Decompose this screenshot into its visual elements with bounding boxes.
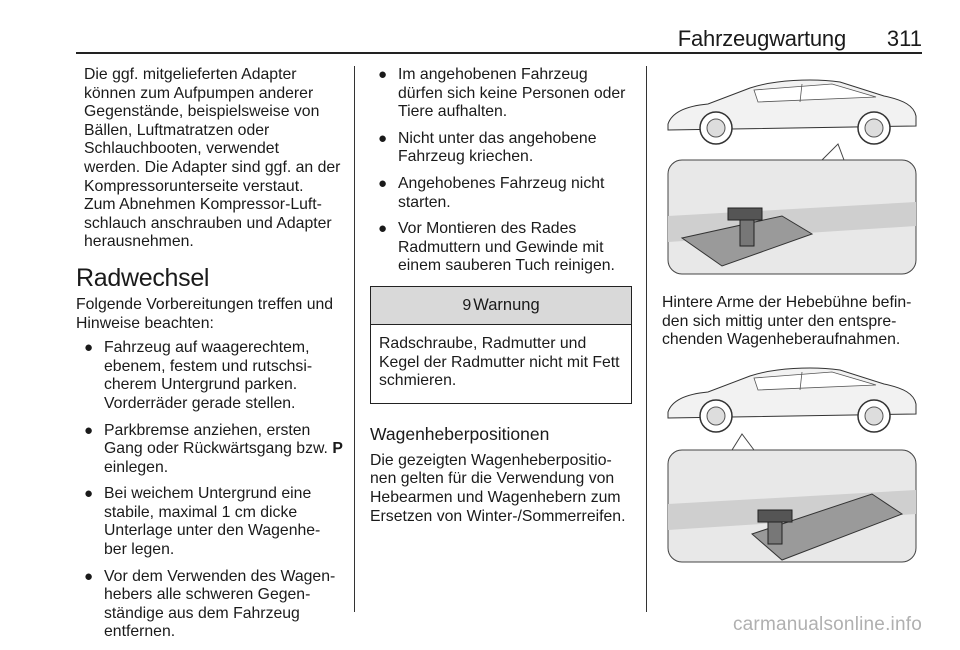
list-item: ● Im angehobenen Fahrzeug dürfen sich keine Personen oder Tiere aufhalten. [378,66,626,121]
list-item: ● Vor dem Verwenden des Wagen- hebers alle schweren Gegen- ständige aus dem Fahrzeug entfernen. [84,567,336,641]
list-item: ● Bei weichem Untergrund eine stabile, maximal 1 cm dicke Unterlage unter den Wagenhe- ber legen. [84,485,321,559]
warning-title: Warnung [473,295,540,314]
page-number: 311 [886,26,922,51]
intro-line: Bällen, Luftmatratzen oder [84,121,270,139]
intro-line: Gegenstände, beispielsweise von [84,103,320,121]
column-divider-1 [354,66,355,612]
bullet-icon: ● [84,567,94,585]
column-divider-2 [646,66,647,612]
warning-text: Radschraube, Radmutter und Kegel der Radmutter nicht mit Fett schmieren. [379,334,620,390]
gear-label: P [332,440,343,458]
list-item: ● Parkbremse anziehen, ersten Gang oder Rückwärtsgang bzw. P einlegen. [84,421,343,476]
car-lift-illustration [662,364,924,564]
section-title: Fahrzeugwartung [677,26,846,51]
warning-box [370,286,632,404]
car-lift-illustration [662,66,924,280]
figure-car-lift-rear [662,66,924,280]
header-rule [76,52,922,54]
subsection-text: Die gezeigten Wagenheberpositio- nen gelten für die Verwendung von Hebearmen und Wagenhebern zum Ersetzen von Winter-/Sommerreifen. [370,451,626,525]
bullet-icon: ● [84,339,94,357]
intro-line: Kompressorunterseite verstaut. [84,177,304,195]
bullet-icon: ● [378,129,388,147]
list-item: ● Vor Montieren des Rades Radmuttern und Gewinde mit einem sauberen Tuch reinigen. [378,220,615,275]
intro-line: Schlauchbooten, verwendet [84,140,279,158]
section-heading: Radwechsel [76,263,210,292]
intro-line: können zum Aufpumpen anderer [84,84,314,102]
preparation-list [76,339,344,642]
figure-caption: Hintere Arme der Hebebühne befin- den sich mittig unter den entspre- chenden Wagenheberaufnahmen. [662,294,912,349]
column-1 [76,66,344,650]
safety-list [370,66,634,276]
list-item: ● Angehobenes Fahrzeug nicht starten. [378,174,605,211]
watermark: carmanualsonline.info [732,614,922,635]
list-item: ● Fahrzeug auf waagerechtem, ebenem, festem und rutschsi- cherem Untergrund parken. Vorderräder gerade stellen. [84,339,313,412]
page-header [0,0,960,52]
intro-line: herausnehmen. [84,233,194,251]
subsection-heading: Wagenheberpositionen [370,423,550,444]
bullet-icon: ● [84,485,94,503]
list-item: ● Nicht unter das angehobene Fahrzeug kriechen. [378,129,597,166]
intro-line: werden. Die Adapter sind ggf. an der [84,158,341,176]
column-2 [370,66,634,526]
lead-text: Folgende Vorbereitungen treffen und Hinweise beachten: [76,295,334,332]
warning-icon: 9 [462,296,472,314]
figure-car-lift-front [662,364,924,564]
bullet-icon: ● [378,220,388,238]
column-3 [662,66,924,578]
adapter-paragraph [76,66,344,252]
intro-line: Die ggf. mitgelieferten Adapter [84,66,297,83]
bullet-icon: ● [84,421,94,439]
intro-line: Zum Abnehmen Kompressor-Luft- [84,196,322,214]
bullet-icon: ● [378,66,388,83]
intro-line: schlauch anschrauben und Adapter [84,214,332,232]
warning-header [371,287,631,325]
bullet-icon: ● [378,174,388,192]
